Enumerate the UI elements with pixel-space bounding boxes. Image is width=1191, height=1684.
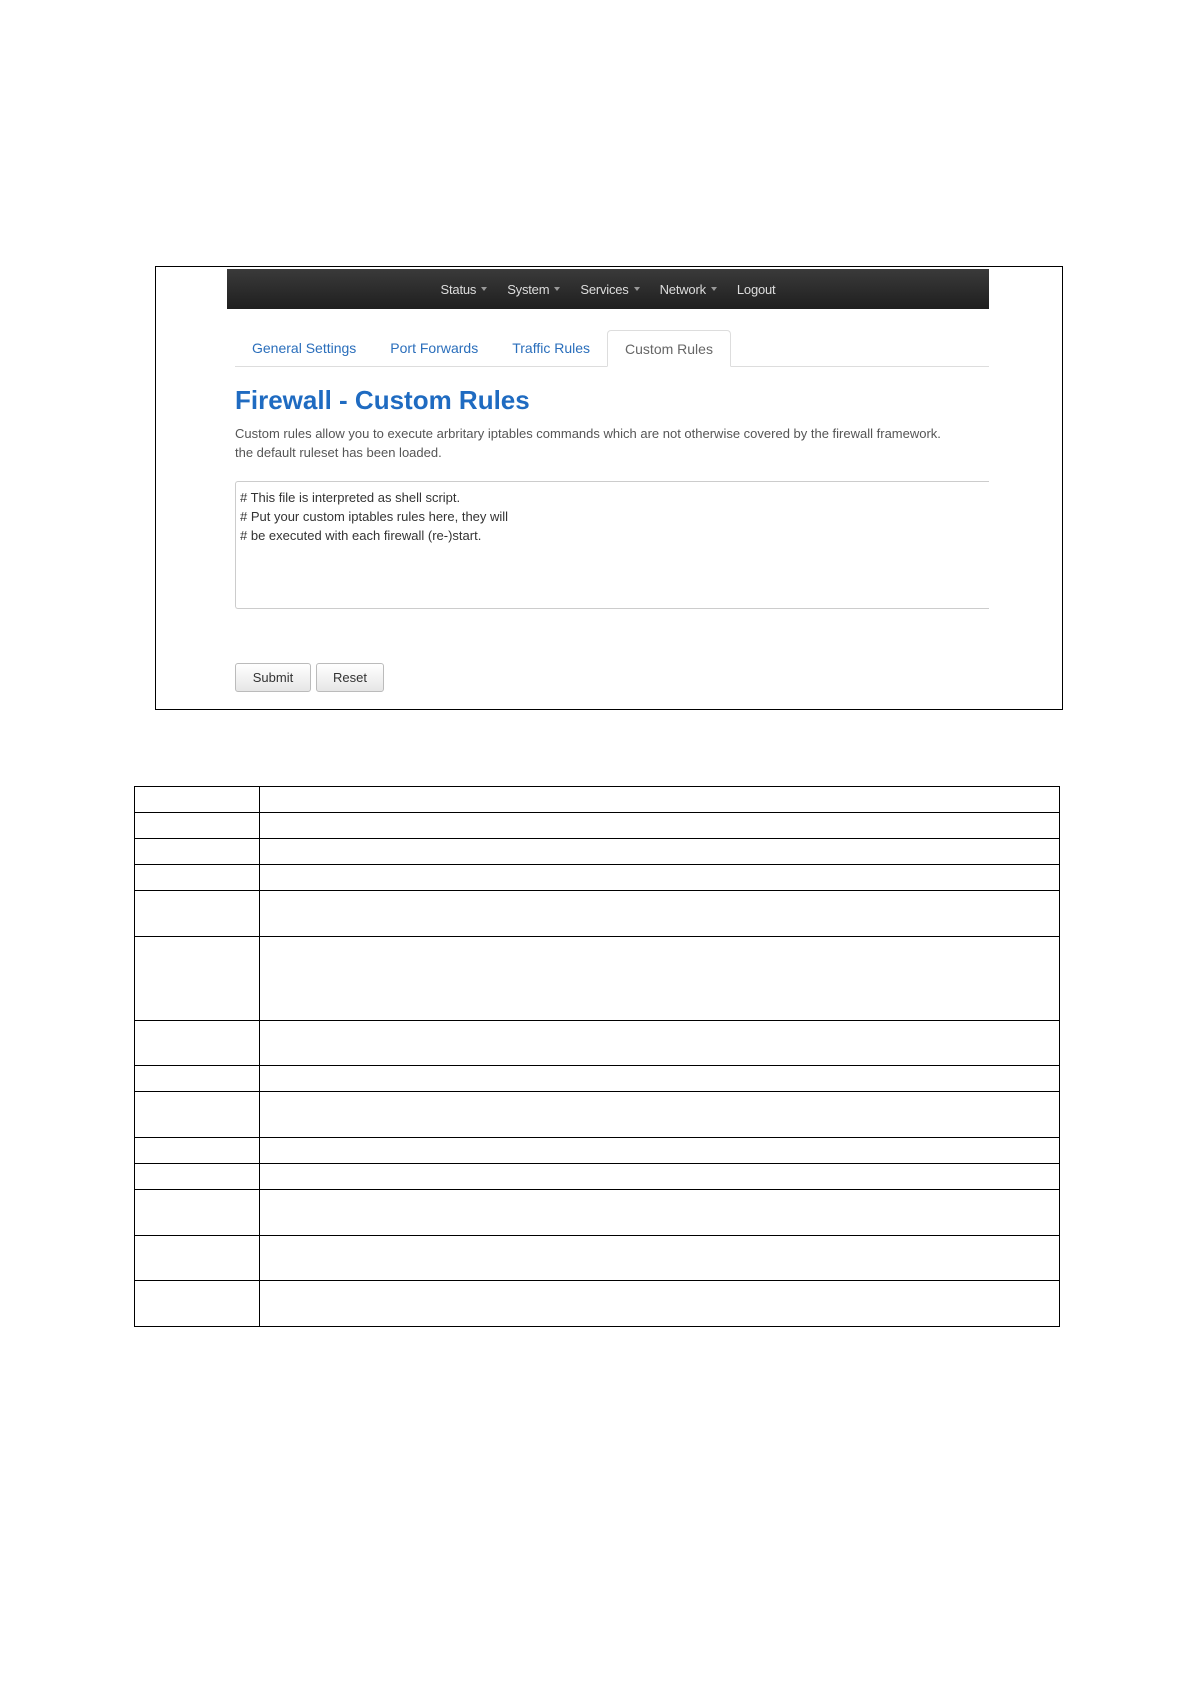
nav-system-label: System bbox=[507, 281, 550, 297]
table-cell-value bbox=[260, 839, 1060, 865]
table-cell-label bbox=[135, 839, 260, 865]
nav-logout[interactable] bbox=[727, 282, 786, 297]
table-cell-label bbox=[135, 787, 260, 813]
table-row bbox=[135, 1281, 1060, 1327]
firewall-tabs bbox=[235, 329, 989, 367]
table-cell-label bbox=[135, 1138, 260, 1164]
table-row bbox=[135, 1066, 1060, 1092]
table-cell-value bbox=[260, 813, 1060, 839]
caret-down-icon bbox=[711, 287, 717, 291]
table-cell-value bbox=[260, 1138, 1060, 1164]
table-row bbox=[135, 1092, 1060, 1138]
table-row bbox=[135, 1164, 1060, 1190]
caret-down-icon bbox=[634, 287, 640, 291]
caret-down-icon bbox=[481, 287, 487, 291]
tab-port-forwards[interactable]: Port Forwards bbox=[390, 340, 479, 356]
table-cell-value bbox=[260, 891, 1060, 937]
parameter-table bbox=[134, 786, 1060, 1327]
nav-services-label: Services bbox=[580, 281, 629, 297]
table-cell-value bbox=[260, 1021, 1060, 1066]
table-cell-label bbox=[135, 1236, 260, 1281]
table-row bbox=[135, 787, 1060, 813]
table-cell-label bbox=[135, 865, 260, 891]
submit-button[interactable]: Submit bbox=[235, 663, 311, 692]
table-cell-label bbox=[135, 1066, 260, 1092]
tab-general-settings[interactable]: General Settings bbox=[252, 340, 357, 356]
table-row bbox=[135, 839, 1060, 865]
page-description bbox=[235, 424, 995, 462]
table-row bbox=[135, 1236, 1060, 1281]
table-cell-label bbox=[135, 1281, 260, 1327]
caret-down-icon bbox=[554, 287, 560, 291]
description-line-1: Custom rules allow you to execute arbritary iptables commands which are not otherwise covered by the firewall framework. bbox=[235, 426, 941, 441]
table-row bbox=[135, 1138, 1060, 1164]
tab-traffic-rules[interactable]: Traffic Rules bbox=[512, 340, 591, 356]
table-row bbox=[135, 1021, 1060, 1066]
nav-status[interactable] bbox=[431, 282, 498, 297]
table-cell-label bbox=[135, 1092, 260, 1138]
table-cell-value bbox=[260, 1164, 1060, 1190]
table-cell-label bbox=[135, 937, 260, 1021]
table-row bbox=[135, 937, 1060, 1021]
table-cell-value bbox=[260, 937, 1060, 1021]
nav-logout-label: Logout bbox=[736, 281, 776, 297]
table-row bbox=[135, 1190, 1060, 1236]
table-cell-label bbox=[135, 1190, 260, 1236]
table-row bbox=[135, 865, 1060, 891]
nav-services[interactable] bbox=[570, 282, 649, 297]
table-cell-label bbox=[135, 1021, 260, 1066]
nav-network[interactable] bbox=[650, 282, 727, 297]
description-line-2: the default ruleset has been loaded. bbox=[235, 445, 442, 460]
table-row bbox=[135, 813, 1060, 839]
table-cell-value bbox=[260, 865, 1060, 891]
tab-custom-rules[interactable]: Custom Rules bbox=[607, 330, 731, 367]
table-cell-label bbox=[135, 1164, 260, 1190]
table-cell-value bbox=[260, 1066, 1060, 1092]
screenshot-frame bbox=[155, 266, 1063, 710]
table-cell-value bbox=[260, 1281, 1060, 1327]
table-cell-value bbox=[260, 1236, 1060, 1281]
table-cell-label bbox=[135, 813, 260, 839]
table-row bbox=[135, 891, 1060, 937]
nav-status-label: Status bbox=[440, 281, 477, 297]
nav-system[interactable] bbox=[497, 282, 570, 297]
table-cell-value bbox=[260, 1092, 1060, 1138]
nav-network-label: Network bbox=[659, 281, 706, 297]
top-navbar bbox=[227, 269, 989, 309]
page-title: Firewall - Custom Rules bbox=[235, 385, 530, 415]
reset-button[interactable]: Reset bbox=[316, 663, 384, 692]
table-cell-label bbox=[135, 891, 260, 937]
table-cell-value bbox=[260, 1190, 1060, 1236]
table-cell-value bbox=[260, 787, 1060, 813]
custom-rules-editor[interactable] bbox=[235, 481, 989, 609]
